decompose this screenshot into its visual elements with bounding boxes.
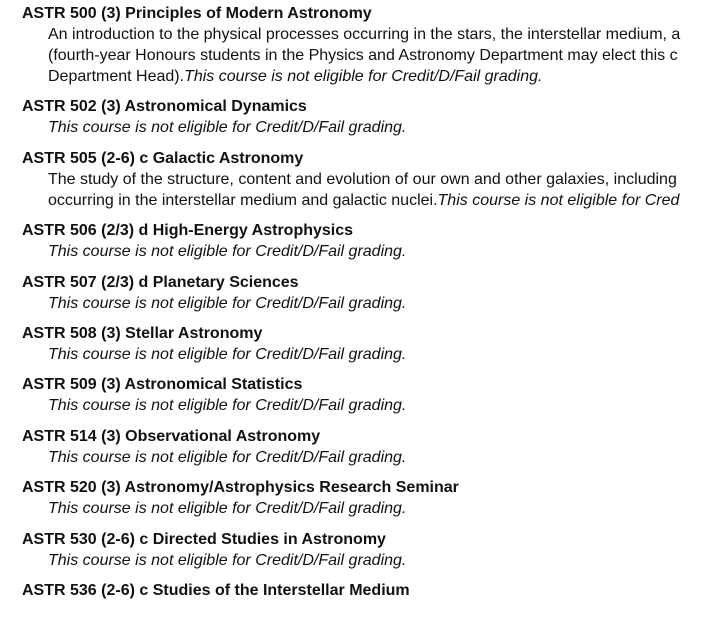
course-entry-astr-536 [22,580,720,601]
course-note: This course is not eligible for Credit/D/Fail grading. [48,295,407,312]
course-description-line: An introduction to the physical processes occurring in the stars, the interstellar medium, a [48,26,681,43]
course-title: ASTR 505 (2-6) c Galactic Astronomy [22,150,304,167]
course-description-text: occurring in the interstellar medium and galactic nuclei. [48,192,438,209]
course-note: This course is not eligible for Credit/D/Fail grading. [48,500,407,517]
course-description-text: Department Head). [48,68,185,85]
course-note: This course is not eligible for Credit/D/Fail grading. [48,119,407,136]
course-title: ASTR 500 (3) Principles of Modern Astronomy [22,5,372,22]
course-entry-astr-506 [22,220,720,262]
course-title: ASTR 520 (3) Astronomy/Astrophysics Research Seminar [22,479,459,496]
course-note: This course is not eligible for Credit/D/Fail grading. [48,552,407,569]
course-entry-astr-520 [22,477,720,519]
course-note: This course is not eligible for Credit/D/Fail grading. [48,397,407,414]
course-title: ASTR 514 (3) Observational Astronomy [22,428,321,445]
course-note: This course is not eligible for Credit/D/Fail grading. [48,346,407,363]
course-entry-astr-507 [22,272,720,314]
course-title: ASTR 530 (2-6) c Directed Studies in Astronomy [22,531,386,548]
course-note: This course is not eligible for Credit/D/Fail grading. [48,243,407,260]
course-title: ASTR 506 (2/3) d High-Energy Astrophysics [22,222,354,239]
course-title: ASTR 536 (2-6) c Studies of the Interstellar Medium [22,582,410,599]
course-title: ASTR 508 (3) Stellar Astronomy [22,325,263,342]
course-entry-astr-508 [22,323,720,365]
course-entry-astr-509 [22,374,720,416]
course-description-line: The study of the structure, content and evolution of our own and other galaxies, including [48,171,677,188]
course-description-line: (fourth-year Honours students in the Physics and Astronomy Department may elect this c [48,47,678,64]
course-entry-astr-530 [22,529,720,571]
course-note: This course is not eligible for Cred [437,192,680,209]
course-note: This course is not eligible for Credit/D/Fail grading. [48,449,407,466]
course-note: This course is not eligible for Credit/D/Fail grading. [184,68,543,85]
course-entry-astr-505 [22,148,720,211]
course-entry-astr-500 [22,3,720,87]
course-entry-astr-514 [22,426,720,468]
course-title: ASTR 502 (3) Astronomical Dynamics [22,98,307,115]
course-description-line [22,190,720,211]
course-description-line [22,66,720,87]
course-title: ASTR 507 (2/3) d Planetary Sciences [22,274,299,291]
course-title: ASTR 509 (3) Astronomical Statistics [22,376,303,393]
course-entry-astr-502 [22,96,720,138]
